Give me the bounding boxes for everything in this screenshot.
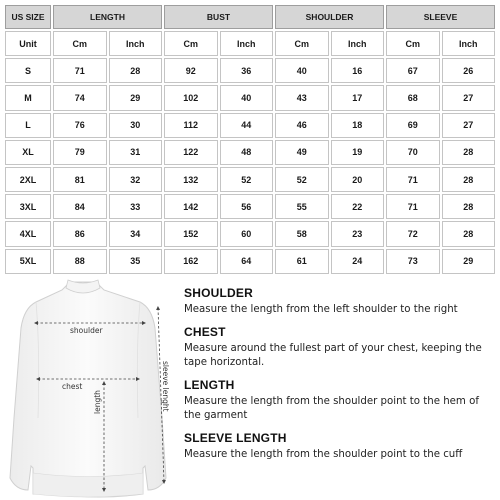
size-chart-table (3, 3, 497, 276)
size-label-cell: 4XL (5, 221, 51, 246)
measurement-cell: 29 (442, 249, 496, 274)
measurement-cell: 27 (442, 113, 496, 138)
measurement-cell: 35 (109, 249, 163, 274)
bust-group-header: BUST (164, 5, 273, 29)
measurement-cell: 74 (53, 85, 107, 110)
measurement-cell: 44 (220, 113, 274, 138)
shoulder-measure-label: shoulder (70, 326, 103, 335)
measurement-cell: 20 (331, 167, 385, 192)
size-row (5, 167, 495, 192)
guide-item-chest (184, 325, 494, 370)
measurement-cell: 28 (442, 194, 496, 219)
chest-measure-label: chest (62, 382, 83, 391)
size-label-cell: XL (5, 140, 51, 165)
measurement-cell: 27 (442, 85, 496, 110)
unit-cell: Cm (386, 31, 440, 56)
measurement-cell: 86 (53, 221, 107, 246)
measurement-cell: 71 (386, 167, 440, 192)
measurement-cell: 70 (386, 140, 440, 165)
unit-cell: Unit (5, 31, 51, 56)
measurement-cell: 26 (442, 58, 496, 83)
measurement-cell: 64 (220, 249, 274, 274)
guide-title: LENGTH (184, 378, 235, 392)
measurement-cell: 58 (275, 221, 329, 246)
size-label-cell: 2XL (5, 167, 51, 192)
measurement-cell: 152 (164, 221, 218, 246)
measurement-cell: 79 (53, 140, 107, 165)
measurement-cell: 23 (331, 221, 385, 246)
measurement-cell: 69 (386, 113, 440, 138)
guide-description: Measure the length from the shoulder point to the hem of the garment (184, 396, 479, 421)
sweatshirt-waistband (33, 473, 143, 497)
measurement-cell: 22 (331, 194, 385, 219)
guide-item-length (184, 378, 494, 423)
measurement-cell: 132 (164, 167, 218, 192)
measurement-cell: 28 (442, 140, 496, 165)
measurement-cell: 142 (164, 194, 218, 219)
unit-cell: Cm (53, 31, 107, 56)
measurement-cell: 29 (109, 85, 163, 110)
sleeve-group-header: SLEEVE (386, 5, 495, 29)
measurement-guide (184, 286, 494, 470)
guide-title: SLEEVE LENGTH (184, 431, 287, 445)
measurement-cell: 31 (109, 140, 163, 165)
unit-cell: Inch (220, 31, 274, 56)
measurement-cell: 17 (331, 85, 385, 110)
measurement-cell: 40 (220, 85, 274, 110)
measurement-cell: 71 (386, 194, 440, 219)
size-label-cell: M (5, 85, 51, 110)
measurement-cell: 33 (109, 194, 163, 219)
unit-cell: Inch (331, 31, 385, 56)
size-row (5, 85, 495, 110)
measurement-cell: 28 (442, 167, 496, 192)
measurement-cell: 46 (275, 113, 329, 138)
measurement-cell: 112 (164, 113, 218, 138)
measurement-cell: 61 (275, 249, 329, 274)
size-row (5, 113, 495, 138)
measurement-cell: 81 (53, 167, 107, 192)
guide-description: Measure around the fullest part of your chest, keeping the tape horizontal. (184, 343, 482, 368)
measurement-cell: 102 (164, 85, 218, 110)
measurement-cell: 32 (109, 167, 163, 192)
guide-description: Measure the length from the left shoulder to the right (184, 304, 458, 315)
measurement-cell: 71 (53, 58, 107, 83)
measurement-cell: 28 (442, 221, 496, 246)
length-measure-label: length (93, 390, 102, 414)
measurement-cell: 52 (220, 167, 274, 192)
guide-description: Measure the length from the shoulder point to the cuff (184, 449, 463, 460)
size-label-cell: S (5, 58, 51, 83)
measurement-cell: 18 (331, 113, 385, 138)
measurement-cell: 28 (109, 58, 163, 83)
guide-title: CHEST (184, 325, 226, 339)
size-label-cell: 5XL (5, 249, 51, 274)
group-header-row (5, 5, 495, 29)
measurement-cell: 73 (386, 249, 440, 274)
measurement-cell: 48 (220, 140, 274, 165)
length-group-header: LENGTH (53, 5, 162, 29)
unit-row (5, 31, 495, 56)
size-row (5, 58, 495, 83)
measurement-cell: 52 (275, 167, 329, 192)
us-size-header: US SIZE (5, 5, 51, 29)
guide-title: SHOULDER (184, 286, 253, 300)
measurement-cell: 19 (331, 140, 385, 165)
guide-item-shoulder (184, 286, 494, 317)
size-label-cell: L (5, 113, 51, 138)
measurement-cell: 84 (53, 194, 107, 219)
measurement-cell: 76 (53, 113, 107, 138)
measurement-cell: 92 (164, 58, 218, 83)
measurement-cell: 16 (331, 58, 385, 83)
size-row (5, 194, 495, 219)
measurement-cell: 88 (53, 249, 107, 274)
size-row (5, 221, 495, 246)
measurement-cell: 43 (275, 85, 329, 110)
measurement-cell: 72 (386, 221, 440, 246)
measurement-cell: 49 (275, 140, 329, 165)
measurement-cell: 122 (164, 140, 218, 165)
sleeve-measure-label: sleeve lenght (161, 361, 170, 412)
measurement-cell: 162 (164, 249, 218, 274)
measurement-cell: 36 (220, 58, 274, 83)
measurement-cell: 67 (386, 58, 440, 83)
size-rows (5, 58, 495, 274)
unit-cell: Inch (109, 31, 163, 56)
measurement-cell: 24 (331, 249, 385, 274)
size-row (5, 140, 495, 165)
unit-cell: Cm (275, 31, 329, 56)
unit-cell: Inch (442, 31, 496, 56)
unit-cell: Cm (164, 31, 218, 56)
shoulder-group-header: SHOULDER (275, 5, 384, 29)
measurement-cell: 56 (220, 194, 274, 219)
measurement-cell: 68 (386, 85, 440, 110)
measurement-cell: 30 (109, 113, 163, 138)
garment-illustration (0, 268, 190, 500)
measurement-cell: 60 (220, 221, 274, 246)
guide-item-sleeve-length (184, 431, 494, 462)
measurement-cell: 34 (109, 221, 163, 246)
size-label-cell: 3XL (5, 194, 51, 219)
measurement-cell: 40 (275, 58, 329, 83)
measurement-cell: 55 (275, 194, 329, 219)
sweatshirt-body (10, 282, 166, 497)
